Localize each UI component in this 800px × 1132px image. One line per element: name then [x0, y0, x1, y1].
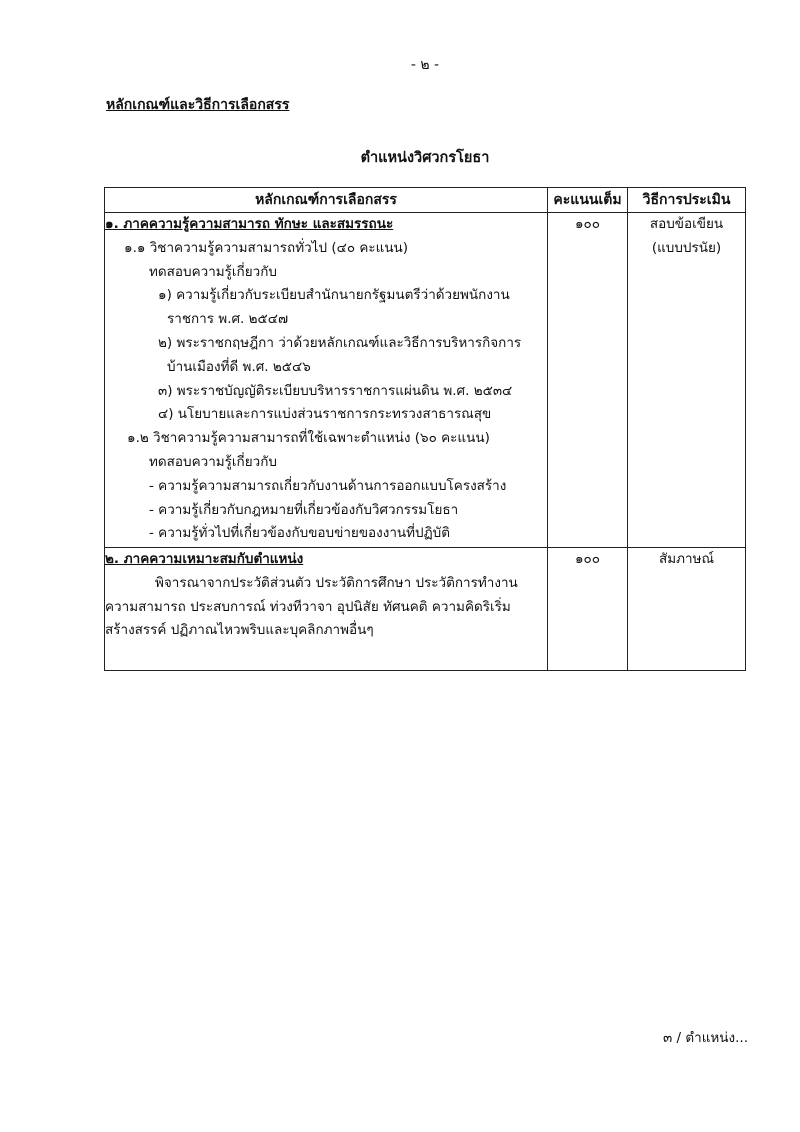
part1-sub1-item2-line2: บ้านเมืองที่ดี พ.ศ. ๒๕๔๖: [167, 358, 311, 375]
part1-method-line1: สอบข้อเขียน: [649, 216, 724, 232]
part1-sub2-item3: - ความรู้ทั่วไปที่เกี่ยวข้องกับขอบข่ายของงานที่ปฏิบัติ: [149, 525, 451, 542]
part1-sub1-item4: ๔) นโยบายและการแบ่งส่วนราชการกระทรวงสาธารณสุข: [158, 406, 492, 423]
part1-sub2-item2: - ความรู้เกี่ยวกับกฎหมายที่เกี่ยวข้องกับวิศวกรรมโยธา: [149, 501, 459, 518]
page-number: - ๒ -: [410, 57, 440, 73]
position-title: ตำแหน่งวิศวกรโยธา: [360, 150, 490, 166]
part2-method-cell: [628, 548, 746, 671]
part1-criteria-cell: [105, 213, 548, 548]
part2-criteria-cell: [105, 548, 548, 671]
part2-desc-line3: สร้างสรรค์ ปฏิภาณไหวพริบและบุคลิกภาพอื่นๆ: [105, 622, 374, 639]
part1-sub1-item1-line2: ราชการ พ.ศ. ๒๕๔๗: [167, 311, 289, 328]
section-heading: หลักเกณฑ์และวิธีการเลือกสรร: [106, 97, 290, 113]
part1-score: ๑๐๐: [574, 216, 601, 232]
part1-sub2-title: ๑.๒ วิชาความรู้ความสามารถที่ใช้เฉพาะตำแหน่ง (๖๐ คะแนน): [127, 430, 490, 447]
part2-score-cell: [548, 548, 628, 671]
header-full-score: คะแนนเต็ม: [548, 188, 628, 213]
header-criteria: หลักเกณฑ์การเลือกสรร: [105, 188, 548, 213]
part1-score-cell: [548, 213, 628, 548]
part2-method: สัมภาษณ์: [658, 551, 715, 567]
part1-title: ๑. ภาคความรู้ความสามารถ ทักษะ และสมรรถนะ: [105, 216, 394, 232]
table-row-part1: [105, 213, 746, 548]
part1-sub1-title: ๑.๑ วิชาความรู้ความสามารถทั่วไป (๔๐ คะแนน): [124, 239, 409, 256]
part1-sub1-item1-line1: ๑) ความรู้เกี่ยวกับระเบียบสำนักนายกรัฐมนตรีว่าด้วยพนักงาน: [158, 287, 510, 304]
table-header-row: [105, 188, 746, 213]
part2-score: ๑๐๐: [574, 551, 601, 567]
part1-sub1-item2-line1: ๒) พระราชกฤษฎีกา ว่าด้วยหลักเกณฑ์และวิธีการบริหารกิจการ: [158, 334, 522, 351]
part2-title: ๒. ภาคความเหมาะสมกับตำแหน่ง: [105, 551, 304, 567]
part1-sub1-intro: ทดสอบความรู้เกี่ยวกับ: [149, 263, 277, 280]
part1-method-line2: (แบบปรนัย): [651, 239, 722, 256]
next-page-continuation: ๓ / ตำแหน่ง...: [663, 1030, 749, 1046]
header-method: วิธีการประเมิน: [628, 188, 746, 213]
criteria-table: [104, 187, 746, 671]
part2-desc-line2: ความสามารถ ประสบการณ์ ท่วงทีวาจา อุปนิสัย ทัศนคติ ความคิดริเริ่ม: [105, 598, 511, 615]
part2-desc-line1: พิจารณาจากประวัติส่วนตัว ประวัติการศึกษา ประวัติการทำงาน: [155, 574, 518, 591]
part1-sub1-item3: ๓) พระราชบัญญัติระเบียบบริหารราชการแผ่นดิน พ.ศ. ๒๕๓๔: [158, 382, 513, 399]
part1-sub2-item1: - ความรู้ความสามารถเกี่ยวกับงานด้านการออกแบบโครงสร้าง: [149, 477, 507, 494]
table-row-part2: [105, 548, 746, 671]
part1-sub2-intro: ทดสอบความรู้เกี่ยวกับ: [149, 453, 277, 470]
part1-method-cell: [628, 213, 746, 548]
